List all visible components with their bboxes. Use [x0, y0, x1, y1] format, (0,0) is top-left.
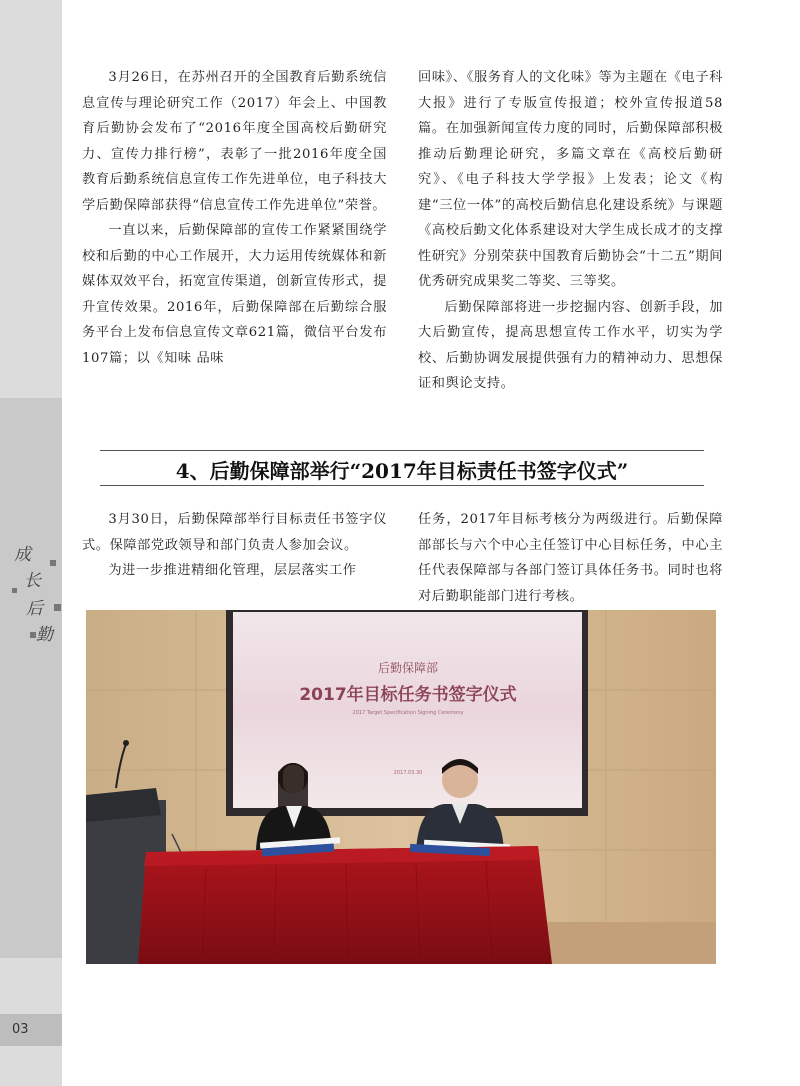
- page-number: 03: [0, 1014, 62, 1046]
- decor-square: [30, 632, 36, 638]
- paragraph: 后勤保障部将进一步挖掘内容、创新手段，加大后勤宣传，提高思想宣传工作水平，切实为学校、后勤协调发展提供强有力的精神动力、思想保证和舆论支持。: [418, 299, 723, 391]
- section-heading: [100, 450, 704, 486]
- section-heading-text: 4、后勤保障部举行“2017年目标责任书签字仪式”: [175, 459, 629, 483]
- paragraph: 3月26日，在苏州召开的全国教育后勤系统信息宣传与理论研究工作（2017）年会上、中国教育后勤协会发布了“2016年度全国高校后勤研究力、宣传力排行榜”，表彰了一批2016年度全国教育后勤系统信息宣传工作先进单位，电子科技大学后勤保障部获得“信息宣传工作先进单位”荣誉。: [82, 70, 387, 213]
- title-char-4: 勤: [36, 625, 53, 645]
- section-column-1: [82, 507, 387, 584]
- ceremony-photo: [86, 610, 716, 964]
- article-column-2: [418, 65, 723, 397]
- title-char-3: 后: [26, 599, 43, 619]
- screen-event-title: 2017年目标任务书签字仪式: [299, 685, 517, 705]
- paragraph: 3月30日，后勤保障部举行目标责任书签字仪式。保障部党政领导和部门负责人参加会议。: [82, 512, 387, 553]
- paragraph: 任务，2017年目标考核分为两级进行。后勤保障部部长与六个中心主任签订中心目标任务，中心主任代表保障部与各部门签订具体任务书。同时也将对后勤职能部门进行考核。: [418, 512, 723, 604]
- decor-square: [12, 588, 17, 593]
- screen-org-name: 后勤保障部: [377, 661, 439, 675]
- decor-square: [50, 560, 56, 566]
- decor-square: [54, 604, 61, 611]
- title-char-2: 长: [24, 571, 41, 591]
- heading-rule-top: [100, 450, 704, 451]
- title-char-1: 成: [14, 545, 31, 565]
- vertical-magazine-title: [10, 540, 60, 650]
- section-column-2: [418, 507, 723, 609]
- paragraph: 为进一步推进精细化管理，层层落实工作: [108, 563, 357, 578]
- screen-event-subtitle: 2017 Target Specification Signing Ceremony: [352, 710, 464, 716]
- screen-event-date: 2017.03.30: [393, 770, 423, 776]
- heading-rule-bottom: [100, 485, 704, 486]
- paragraph: 一直以来，后勤保障部的宣传工作紧紧围绕学校和后勤的中心工作展开，大力运用传统媒体和新媒体双效平台，拓宽宣传渠道，创新宣传形式，提升宣传效果。2016年，后勤保障部在后勤综合服务平台上发布信息宣传文章621篇，微信平台发布107篇；以《知味 品味: [82, 223, 387, 366]
- article-column-1: [82, 65, 387, 371]
- left-sidebar-accent: [0, 398, 62, 958]
- paragraph: 回味》、《服务育人的文化味》等为主题在《电子科大报》进行了专版宣传报道；校外宣传报道58篇。在加强新闻宣传力度的同时，后勤保障部积极推动后勤理论研究，多篇文章在《高校后勤研究》、《电子科技大学学报》上发表；论文《构建“三位一体”的高校后勤信息化建设系统》与课题《高校后勤文化体系建设对大学生成长成才的支撑性研究》分别荣获中国教育后勤协会“十二五”期间优秀研究成果奖二等奖、三等奖。: [418, 70, 723, 289]
